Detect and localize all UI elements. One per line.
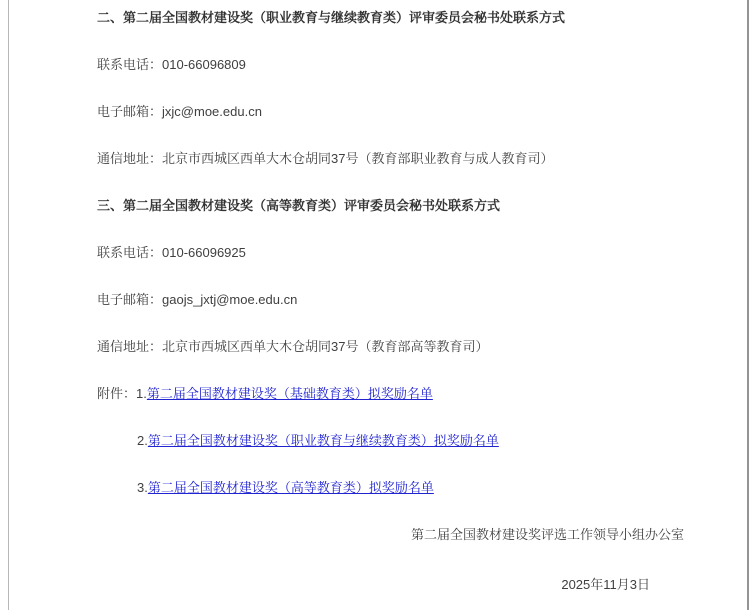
address-label: 通信地址： (97, 151, 163, 166)
document-date: 2025年11月3日 (561, 577, 650, 592)
attachment-row-1 (97, 386, 686, 402)
phone-line-vocational (97, 57, 686, 73)
phone-number: 010-66096925 (162, 245, 246, 260)
signature-office: 第二届全国教材建设奖评选工作领导小组办公室 (410, 527, 684, 542)
attachments-label: 附件： (97, 386, 137, 401)
attachment-row-3 (97, 480, 686, 496)
attachment-link-vocational-education[interactable]: 第二届全国教材建设奖（职业教育与继续教育类）拟奖励名单 (147, 433, 499, 448)
email-line-vocational (97, 104, 686, 120)
phone-label: 联系电话： (97, 245, 163, 260)
address-line-vocational (97, 151, 686, 167)
email-line-higher-ed (97, 292, 686, 308)
attachment-number: 2. (137, 433, 148, 448)
address-line-higher-ed (97, 339, 686, 355)
attachment-number: 1. (136, 386, 147, 401)
attachment-link-basic-education[interactable]: 第二届全国教材建设奖（基础教育类）拟奖励名单 (146, 386, 433, 401)
email-address: jxjc@moe.edu.cn (162, 104, 262, 119)
content-column (8, 0, 749, 610)
phone-label: 联系电话： (97, 57, 163, 72)
email-label: 电子邮箱： (97, 104, 163, 119)
attachment-link-higher-education[interactable]: 第二届全国教材建设奖（高等教育类）拟奖励名单 (147, 480, 434, 495)
attachment-number: 3. (137, 480, 148, 495)
address-label: 通信地址： (97, 339, 163, 354)
attachment-row-2 (97, 433, 686, 449)
address-value: 北京市西城区西单大木仓胡同37号（教育部职业教育与成人教育司） (162, 151, 554, 166)
phone-number: 010-66096809 (162, 57, 246, 72)
email-label: 电子邮箱： (97, 292, 163, 307)
email-address: gaojs_jxtj@moe.edu.cn (162, 292, 298, 307)
address-value: 北京市西城区西单大木仓胡同37号（教育部高等教育司） (162, 339, 489, 354)
phone-line-higher-ed (97, 245, 686, 261)
section-heading-vocational: 二、第二届全国教材建设奖（职业教育与继续教育类）评审委员会秘书处联系方式 (97, 10, 566, 25)
section-heading-higher-ed: 三、第二届全国教材建设奖（高等教育类）评审委员会秘书处联系方式 (97, 198, 501, 213)
